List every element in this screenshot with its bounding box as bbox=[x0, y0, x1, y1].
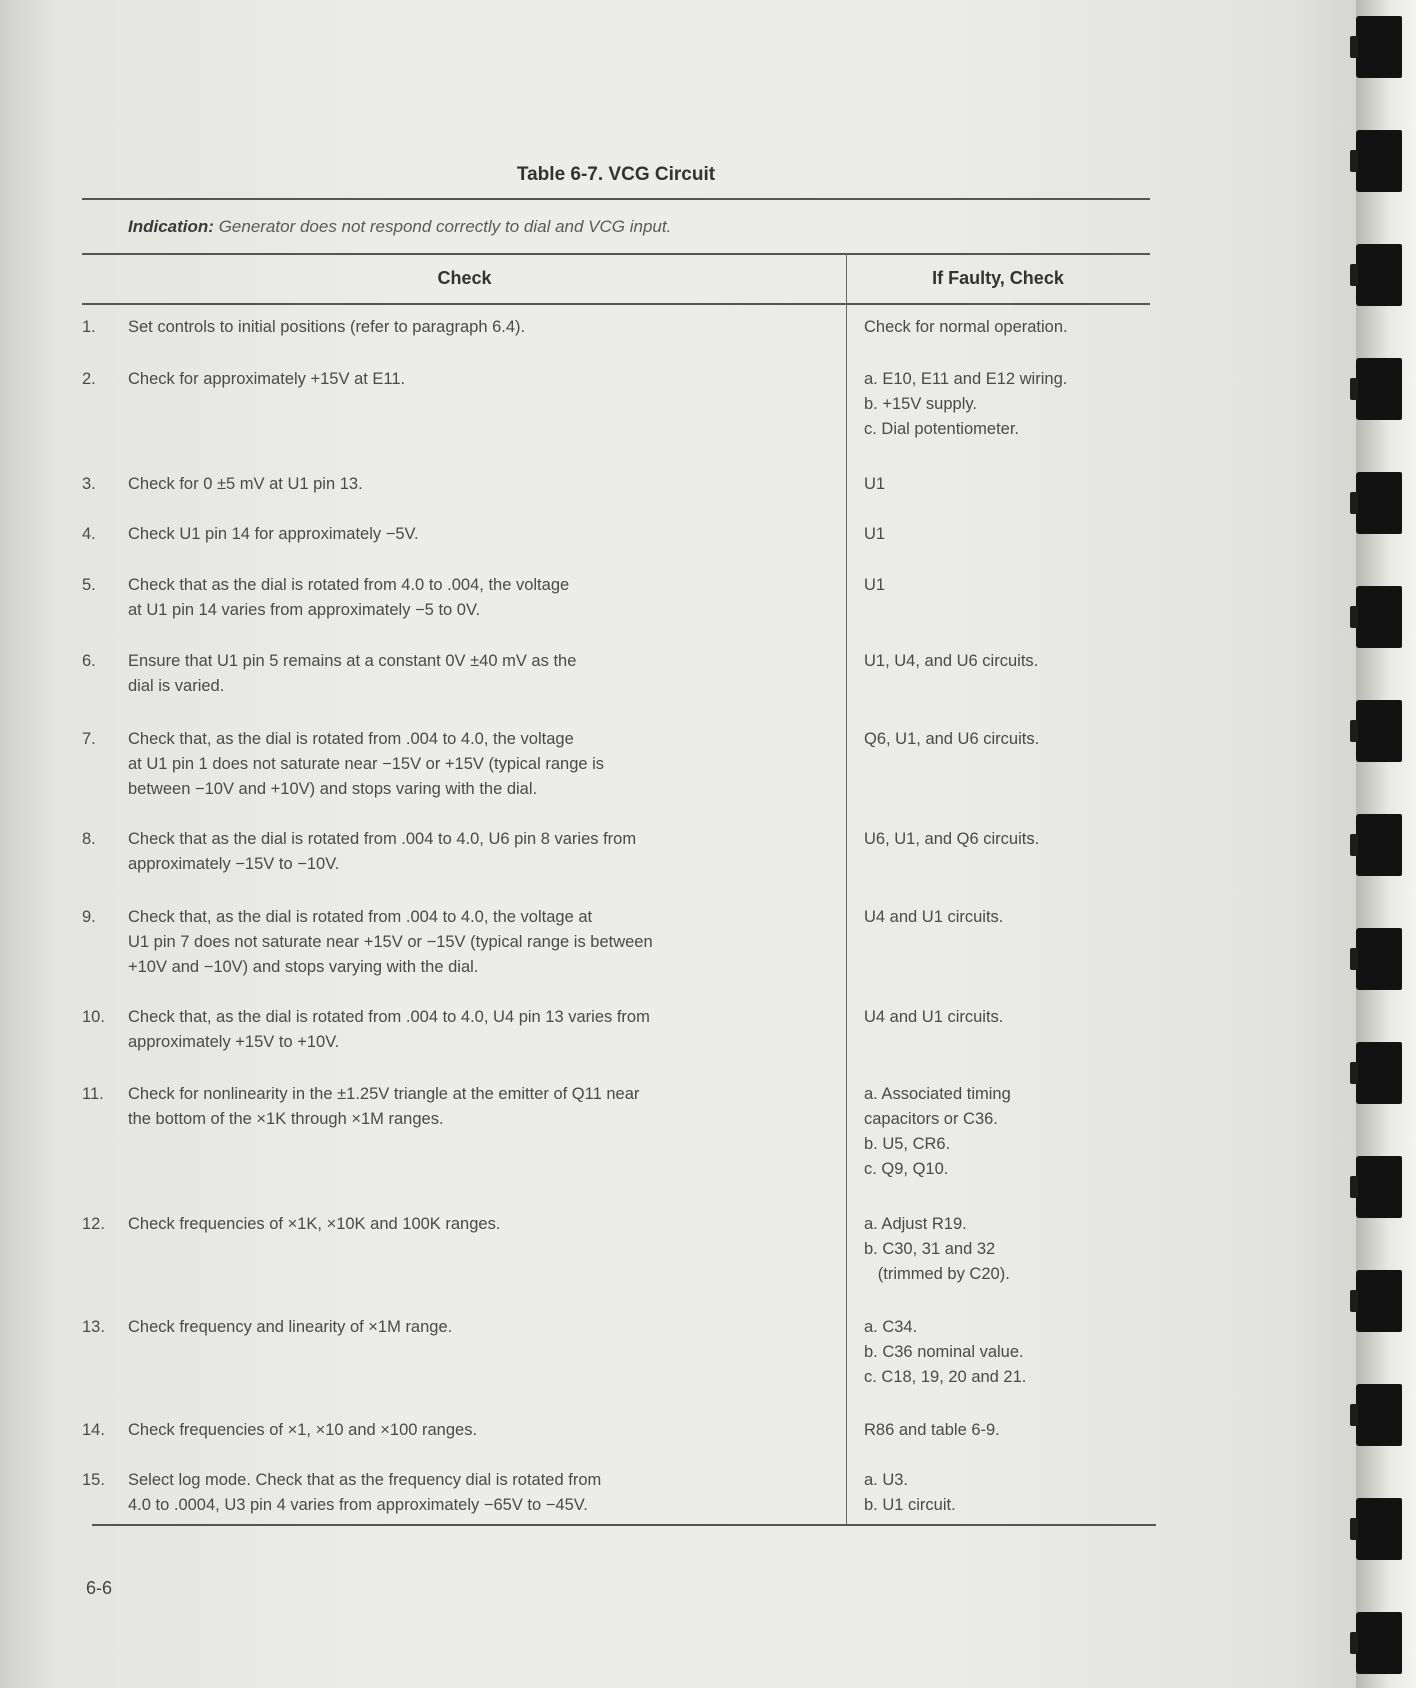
step-number: 15. bbox=[82, 1471, 105, 1489]
step-number: 13. bbox=[82, 1318, 105, 1336]
column-header-if-faulty: If Faulty, Check bbox=[932, 268, 1064, 288]
check-text: Select log mode. Check that as the frequency dial is rotated from 4.0 to .0004, U3 pin 4 varies from approximately −65V to −45V. bbox=[128, 1471, 602, 1514]
faulty-text: U1 bbox=[864, 576, 886, 594]
step-number: 9. bbox=[82, 908, 96, 926]
binding-ring bbox=[1356, 1042, 1402, 1104]
faulty-text: a. U3. b. U1 circuit. bbox=[864, 1471, 956, 1514]
faulty-text: Q6, U1, and U6 circuits. bbox=[864, 730, 1040, 748]
binding-ring bbox=[1356, 1384, 1402, 1446]
faulty-text: a. Associated timing capacitors or C36. b. U5, CR6. c. Q9, Q10. bbox=[864, 1085, 1011, 1178]
binding-ring bbox=[1356, 472, 1402, 534]
spiral-binding bbox=[1356, 0, 1416, 1688]
column-header-check: Check bbox=[437, 268, 492, 288]
binding-ring bbox=[1356, 814, 1402, 876]
binding-ring bbox=[1356, 1270, 1402, 1332]
check-text: Check that as the dial is rotated from .004 to 4.0, U6 pin 8 varies from approximately −15V to −10V. bbox=[128, 830, 637, 873]
faulty-text: a. C34. b. C36 nominal value. c. C18, 19, 20 and 21. bbox=[864, 1318, 1027, 1386]
faulty-text: a. E10, E11 and E12 wiring. b. +15V supply. c. Dial potentiometer. bbox=[864, 370, 1068, 438]
faulty-text: a. Adjust R19. b. C30, 31 and 32 (trimmed by C20). bbox=[864, 1215, 1010, 1283]
table-bottom-rule bbox=[92, 1524, 1156, 1526]
step-number: 2. bbox=[82, 370, 96, 388]
step-number: 12. bbox=[82, 1215, 105, 1233]
header-bottom-rule bbox=[82, 303, 1150, 305]
check-text: Check frequencies of ×1K, ×10K and 100K ranges. bbox=[128, 1215, 501, 1233]
binding-ring bbox=[1356, 244, 1402, 306]
faulty-text: U4 and U1 circuits. bbox=[864, 1008, 1004, 1026]
page-number: 6-6 bbox=[86, 1578, 113, 1598]
step-number: 1. bbox=[82, 318, 96, 336]
check-text: Check for approximately +15V at E11. bbox=[128, 370, 406, 388]
indication-label: Indication: bbox=[128, 217, 214, 236]
faulty-text: Check for normal operation. bbox=[864, 318, 1068, 336]
step-number: 3. bbox=[82, 475, 96, 493]
table-top-rule bbox=[82, 198, 1150, 200]
check-text: Set controls to initial positions (refer to paragraph 6.4). bbox=[128, 318, 526, 336]
faulty-text: U1 bbox=[864, 475, 886, 493]
faulty-text: U1, U4, and U6 circuits. bbox=[864, 652, 1039, 670]
check-text: Ensure that U1 pin 5 remains at a constant 0V ±40 mV as the dial is varied. bbox=[128, 652, 577, 695]
step-number: 6. bbox=[82, 652, 96, 670]
binding-ring bbox=[1356, 586, 1402, 648]
step-number: 4. bbox=[82, 525, 96, 543]
check-text: Check that as the dial is rotated from 4.0 to .004, the voltage at U1 pin 14 varies from approximately −5 to 0V. bbox=[128, 576, 570, 619]
binding-ring bbox=[1356, 358, 1402, 420]
faulty-text: R86 and table 6-9. bbox=[864, 1421, 1000, 1439]
indication-line bbox=[128, 217, 671, 237]
binding-ring bbox=[1356, 700, 1402, 762]
binding-ring bbox=[1356, 16, 1402, 78]
faulty-text: U1 bbox=[864, 525, 886, 543]
header-top-rule bbox=[82, 253, 1150, 255]
check-text: Check for 0 ±5 mV at U1 pin 13. bbox=[128, 475, 363, 493]
faulty-text: U4 and U1 circuits. bbox=[864, 908, 1004, 926]
column-divider bbox=[846, 253, 847, 1525]
step-number: 14. bbox=[82, 1421, 105, 1439]
check-text: Check that, as the dial is rotated from .004 to 4.0, U4 pin 13 varies from approximately +15V to +10V. bbox=[128, 1008, 650, 1051]
step-number: 8. bbox=[82, 830, 96, 848]
check-text: Check U1 pin 14 for approximately −5V. bbox=[128, 525, 419, 543]
step-number: 11. bbox=[82, 1085, 104, 1103]
check-text: Check frequencies of ×1, ×10 and ×100 ranges. bbox=[128, 1421, 478, 1439]
binding-ring bbox=[1356, 130, 1402, 192]
check-text: Check that, as the dial is rotated from .004 to 4.0, the voltage at U1 pin 7 does not saturate near +15V or −15V (typical range is between +10V and −10V) and stops varying with the dial. bbox=[128, 908, 653, 976]
step-number: 10. bbox=[82, 1008, 105, 1026]
step-number: 5. bbox=[82, 576, 96, 594]
table-title: Table 6-7. VCG Circuit bbox=[516, 164, 716, 185]
binding-ring bbox=[1356, 1156, 1402, 1218]
check-text: Check for nonlinearity in the ±1.25V triangle at the emitter of Q11 near the bottom of the ×1K through ×1M ranges. bbox=[128, 1085, 640, 1128]
step-number: 7. bbox=[82, 730, 96, 748]
check-text: Check frequency and linearity of ×1M range. bbox=[128, 1318, 453, 1336]
faulty-text: U6, U1, and Q6 circuits. bbox=[864, 830, 1040, 848]
indication-text: Generator does not respond correctly to dial and VCG input. bbox=[218, 217, 672, 236]
binding-ring bbox=[1356, 1612, 1402, 1674]
check-text: Check that, as the dial is rotated from .004 to 4.0, the voltage at U1 pin 1 does not saturate near −15V or +15V (typical range is between −10V and +10V) and stops varing with the dial. bbox=[128, 730, 605, 798]
binding-ring bbox=[1356, 1498, 1402, 1560]
binding-ring bbox=[1356, 928, 1402, 990]
